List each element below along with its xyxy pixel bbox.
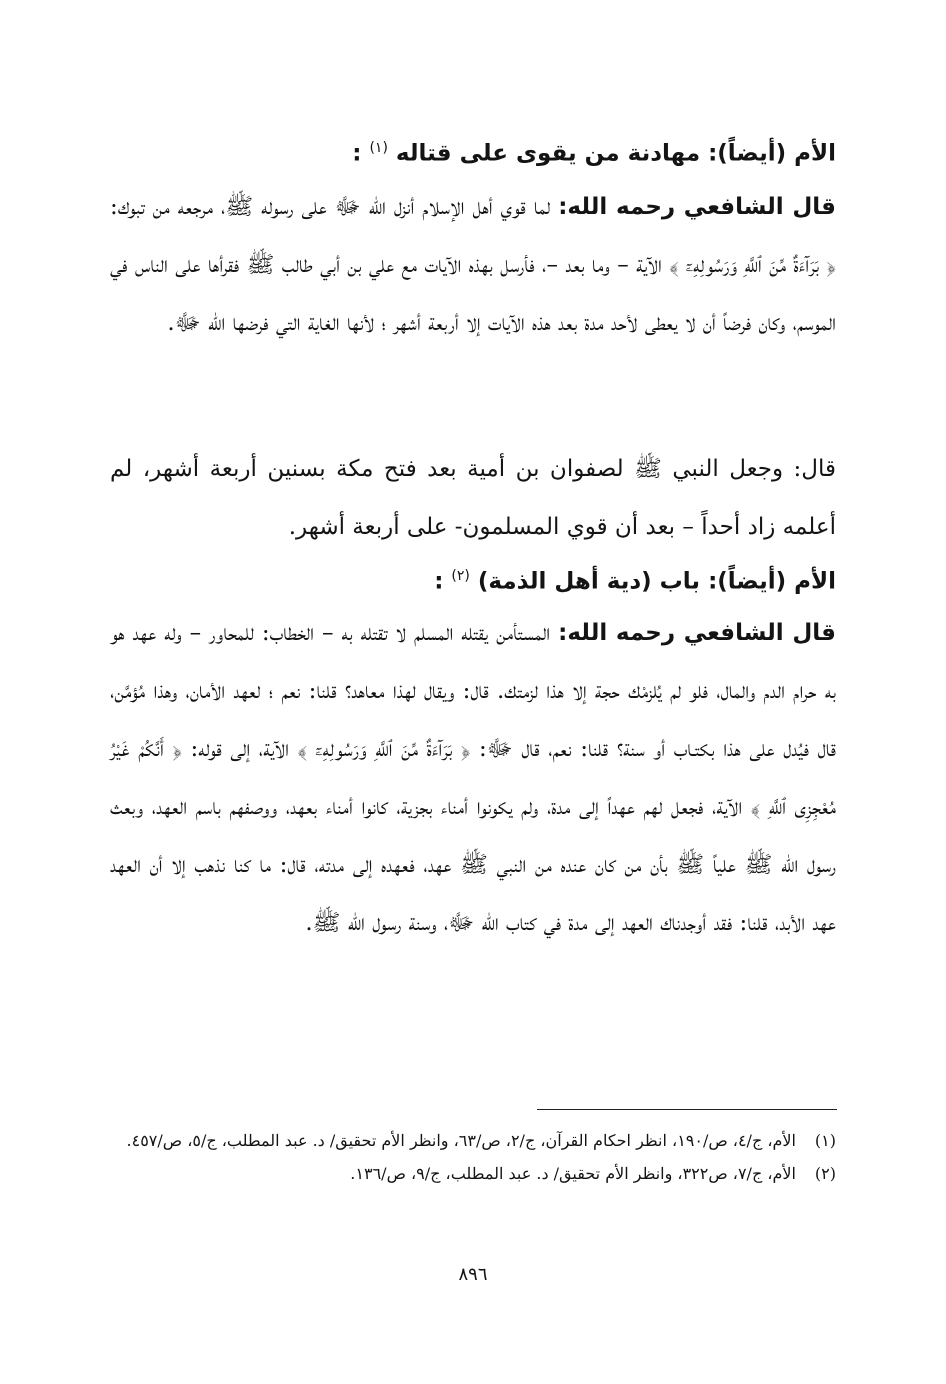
footnotes [96,1124,836,1190]
heading-1-text: الأم (أيضاً): مهادنة من يقوى على قتاله [395,140,836,167]
heading-1-suffix: : [352,140,362,167]
paragraph-1 [110,178,836,352]
heading-2-suffix: : [434,568,444,595]
footnote-divider [537,1109,837,1110]
footnote-ref-1[interactable]: (١) [369,140,388,156]
paragraph-2 [110,440,836,556]
footnote-2-number: (٢) [814,1164,836,1183]
paragraph-3 [110,604,836,952]
paragraph-3-text: المستأمن يقتله المسلم لا تقتله به – الخطاب: للمحاور – وله عهد هو به حرام الدم والمال، فلو لم يُلزمْك حجة إلا هذا لزمتك. قال: ويقال لهذا معاهد؟ قلنا: نعم ؛ لعهد الأمان، وهذا مُؤمَّن، قال فيُدل على هذا بكتـاب أو سنة؟ قلنا: نعم، قال ﷻ: ﴿ بَرَآءَةٌ مِّنَ ٱللَّهِ وَرَسُولِهِۦٓ ﴾ الآية، إلى قوله: ﴿ أَنَّكُمْ غَيْرُ مُعْجِزِى ٱللَّهِ ﴾ الآية، فجعل لهم عهداً إلى مدة، ولم يكونوا أمناء بجزية، كانوا أمناء بعهد، ووصفهم باسم العهد، وبعث رسول الله ﷺ علياً ﷺ بأن من كان عنده من النبي ﷺ عهد، فعهده إلى مدته، قال: ما كنا نذهب إلا أن العهد عهد الأبد، قلنا: فقد أوجدناك العهد إلى مدة في كتاب الله ﷻ، وسنة رسول الله ﷺ. [110,620,836,936]
paragraph-1-lead: قال الشافعي رحمه الله: [558,194,836,220]
paragraph-2-text: قال: وجعل النبي ﷺ لصفوان بن أمية بعد فتح مكة بسنين أربعة أشهر، لم أعلمه زاد أحداً – بعد أن قوي المسلمون- على أربعة أشهر. [110,456,836,540]
paragraph-1-text: لما قوي أهل الإسلام أنزل الله ﷻ على رسوله ﷺ، مرجعه من تبوك: ﴿ بَرَآءَةٌ مِّنَ ٱللَّهِ وَرَسُولِهِۦٓ ﴾ الآية – وما بعد –، فأرسل بهذه الآيات مع علي بن أبي طالب ﷺ فقرأها على الناس في الموسم، وكان فرضاً أن لا يعطى لأحد مدة بعد هذه الآيات إلا أربعة أشهر ؛ لأنها الغاية التي فرضها الله ﷻ. [110,194,836,336]
footnote-1 [96,1124,836,1157]
footnote-2 [96,1157,836,1190]
paragraph-3-lead: قال الشافعي رحمه الله: [558,620,836,646]
section-heading-2 [106,556,836,602]
heading-2-text: الأم (أيضاً): باب (دية أهل الذمة) [477,568,836,595]
footnote-ref-2[interactable]: (٢) [451,568,470,584]
footnote-1-text: الأم، ج/٤، ص/١٩٠، انظر احكام القرآن، ج/٢، ص/٦٣، وانظر الأم تحقيق/ د. عبد المطلب، ج/٥، ص/٤٥٧. [126,1131,796,1150]
footnote-1-number: (١) [814,1131,836,1150]
footnote-2-text: الأم، ج/٧، ص٣٢٢، وانظر الأم تحقيق/ د. عبد المطلب، ج/٩، ص/١٣٦. [350,1164,796,1183]
section-heading-1 [106,128,836,174]
page-number: ٨٩٦ [458,1264,488,1285]
